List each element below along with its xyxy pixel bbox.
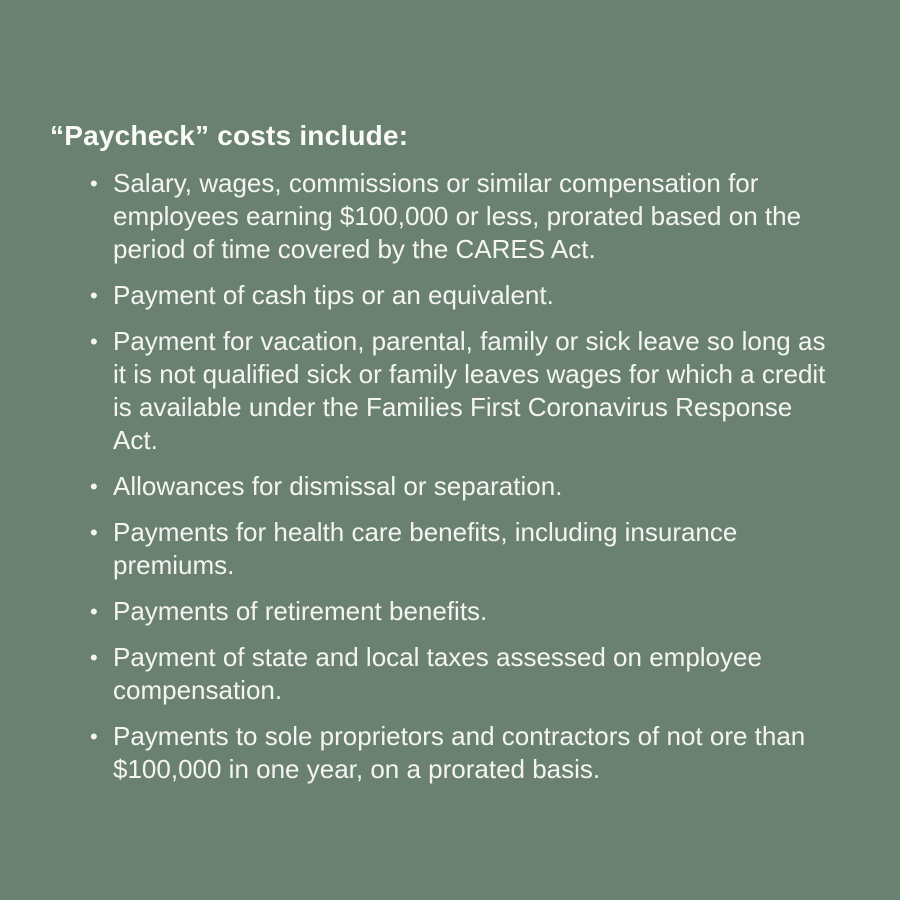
list-item (90, 641, 844, 707)
list-item (90, 516, 844, 582)
bullet-marker: • (90, 724, 98, 750)
list-item (90, 720, 844, 786)
bullet-text: Payments for health care benefits, including insurance premiums. (113, 517, 738, 581)
bullet-text: Payment of cash tips or an equivalent. (113, 280, 554, 311)
bullet-marker: • (90, 599, 98, 625)
bullet-text: Payments of retirement benefits. (113, 596, 488, 627)
list-item (90, 470, 844, 503)
bullet-marker: • (90, 283, 98, 309)
bullet-marker: • (90, 645, 98, 671)
page-title: “Paycheck” costs include: (50, 120, 409, 151)
bullet-marker: • (90, 171, 98, 197)
bullet-text: Salary, wages, commissions or similar compensation for employees earning $100,000 or less, prorated based on the period of time covered by the CARES Act. (113, 168, 802, 265)
bullet-text: Allowances for dismissal or separation. (113, 471, 563, 502)
bullet-text: Payment of state and local taxes assessed on employee compensation. (113, 642, 762, 706)
bullet-marker: • (90, 329, 98, 355)
bullet-text: Payments to sole proprietors and contractors of not ore than $100,000 in one year, on a prorated basis. (113, 721, 806, 785)
list-item (90, 279, 844, 312)
list-item (90, 325, 844, 457)
list-item (90, 167, 844, 266)
bullet-marker: • (90, 474, 98, 500)
bullet-list (50, 167, 844, 786)
bullet-text: Payment for vacation, parental, family or sick leave so long as it is not qualified sick or family leaves wages for which a credit is available under the Families First Coronavirus Response Act. (113, 326, 826, 456)
list-item (90, 595, 844, 628)
bullet-marker: • (90, 520, 98, 546)
